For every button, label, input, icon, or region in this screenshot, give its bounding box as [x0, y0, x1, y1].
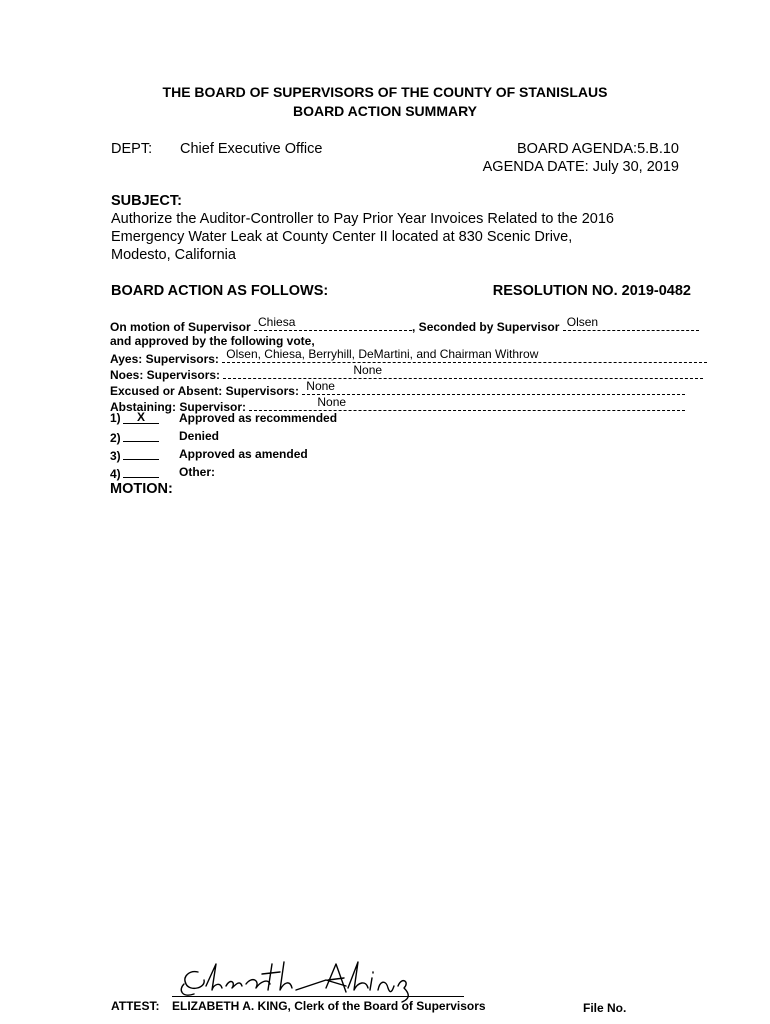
noes-label: Noes: Supervisors: — [110, 368, 221, 382]
abstaining-label: Abstaining: Supervisor: — [110, 400, 247, 414]
attest-label: ATTEST: — [111, 999, 160, 1013]
motion-label: MOTION: — [110, 481, 173, 497]
file-number-label: File No. — [583, 1001, 627, 1015]
motion-label: On motion of Supervisor — [110, 320, 251, 334]
signature-image — [176, 958, 476, 1004]
option-row — [110, 429, 220, 447]
option-number: 1) — [110, 411, 121, 425]
subject-line-2: Emergency Water Leak at County Center II located at 830 Scenic Drive, — [111, 229, 573, 245]
seconded-label: , Seconded by Supervisor — [412, 320, 560, 334]
option-mark: X — [136, 410, 145, 424]
excused-line — [110, 379, 685, 398]
option-mark-field — [123, 447, 159, 460]
excused-label: Excused or Absent: Supervisors: — [110, 384, 299, 398]
abstaining-field — [249, 395, 685, 411]
document-subtitle: BOARD ACTION SUMMARY — [292, 103, 478, 119]
board-action-heading: BOARD ACTION AS FOLLOWS: — [111, 283, 329, 299]
abstaining-names: None — [317, 395, 347, 409]
option-label: Denied — [179, 429, 220, 443]
signature-line — [172, 996, 464, 997]
option-number: 2) — [110, 431, 121, 445]
option-label: Other: — [179, 465, 215, 479]
excused-field — [302, 379, 685, 395]
option-number: 4) — [110, 467, 121, 481]
option-mark-field — [123, 465, 159, 478]
clerk-name: ELIZABETH A. KING, Clerk of the Board of Supervisors — [172, 999, 486, 1013]
ayes-line — [110, 347, 707, 366]
seconded-by-field — [563, 315, 699, 331]
ayes-label: Ayes: Supervisors: — [110, 352, 219, 366]
option-label: Approved as recommended — [179, 411, 338, 425]
option-number: 3) — [110, 449, 121, 463]
option-mark-field — [123, 411, 159, 424]
option-label: Approved as amended — [179, 447, 308, 461]
option-row — [110, 410, 338, 429]
subject-line-3: Modesto, California — [111, 247, 236, 263]
dept-value: Chief Executive Office — [180, 141, 323, 157]
motion-line — [110, 315, 699, 334]
noes-line — [110, 363, 703, 382]
dept-label: DEPT: — [111, 141, 153, 157]
noes-names: None — [353, 363, 383, 377]
option-row — [110, 447, 308, 465]
motion-by-field — [254, 315, 412, 331]
ayes-names: Olsen, Chiesa, Berryhill, DeMartini, and Chairman Withrow — [226, 347, 539, 361]
agenda-item: BOARD AGENDA:5.B.10 — [517, 141, 679, 157]
subject-label: SUBJECT: — [111, 193, 182, 209]
seconded-by: Olsen — [566, 315, 599, 329]
option-mark-field — [123, 429, 159, 442]
approved-line: and approved by the following vote, — [110, 334, 315, 348]
document-title: THE BOARD OF SUPERVISORS OF THE COUNTY OF STANISLAUS — [162, 84, 608, 100]
agenda-date: AGENDA DATE: July 30, 2019 — [482, 159, 679, 175]
resolution-number: RESOLUTION NO. 2019-0482 — [492, 283, 691, 299]
ayes-field — [222, 347, 707, 363]
excused-names: None — [306, 379, 335, 393]
subject-line-1: Authorize the Auditor-Controller to Pay Prior Year Invoices Related to the 2016 — [111, 211, 614, 227]
noes-field — [223, 363, 703, 379]
motion-by: Chiesa — [258, 315, 296, 329]
